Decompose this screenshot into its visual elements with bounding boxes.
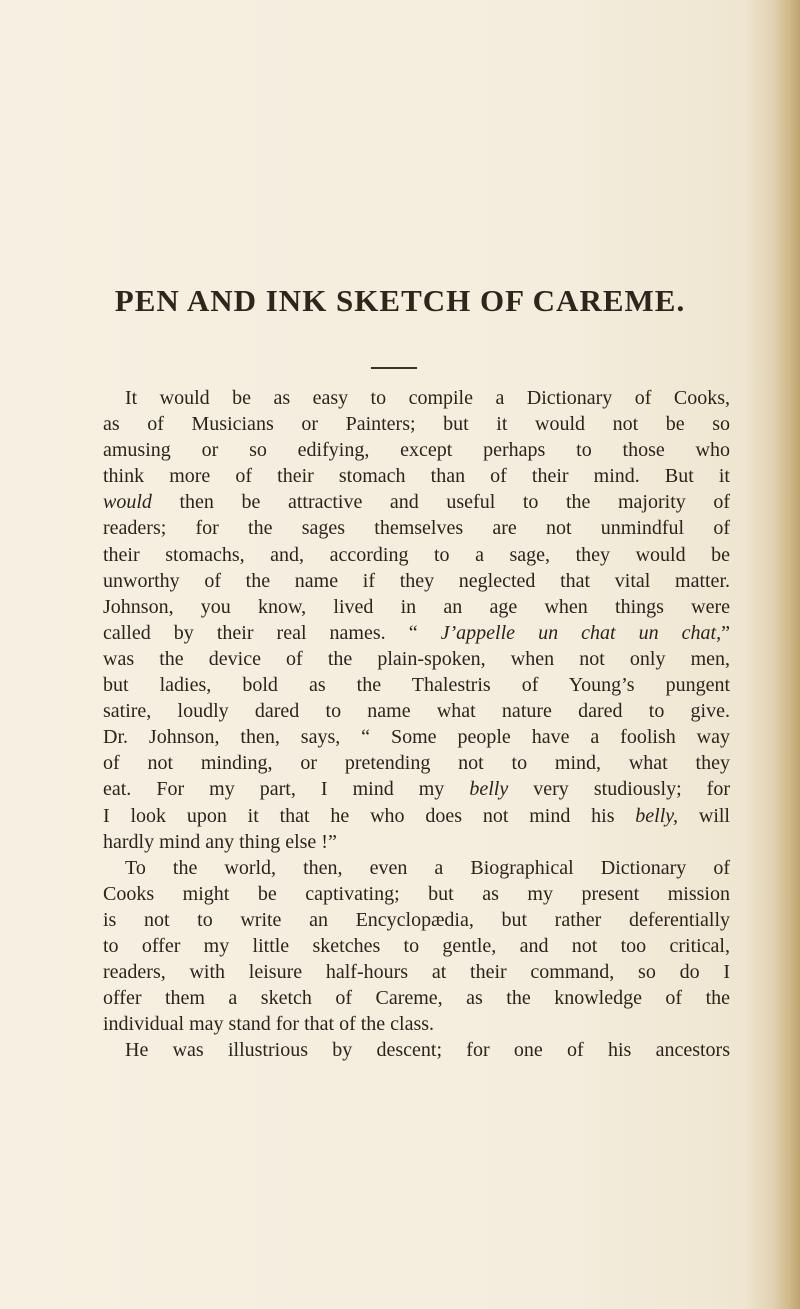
- text-line: [103, 1011, 730, 1037]
- text-line: [103, 855, 730, 881]
- text-run: individual may stand for that of the class.: [103, 1013, 435, 1036]
- page-edge-shadow: [774, 0, 800, 1309]
- text-run: very studiously; for: [508, 778, 731, 801]
- text-run: To the world, then, even a Biographical Dictionary of: [125, 856, 730, 879]
- text-line: [103, 437, 730, 463]
- text-run: ”: [721, 621, 730, 644]
- text-line: [103, 985, 730, 1011]
- text-line: [103, 411, 730, 437]
- text-line: [103, 385, 730, 411]
- text-line: [103, 646, 730, 672]
- italic-text: belly,: [635, 804, 679, 827]
- text-run: to offer my little sketches to gentle, and not too critical,: [103, 934, 730, 957]
- text-line: [103, 568, 730, 594]
- text-run: offer them a sketch of Careme, as the knowledge of the: [103, 987, 730, 1010]
- text-run: will: [678, 804, 730, 827]
- text-run: is not to write an Encyclopædia, but rather deferentially: [103, 908, 730, 931]
- text-run: think more of their stomach than of their mind. But it: [103, 465, 730, 488]
- text-line: [103, 620, 730, 646]
- body-text: [103, 385, 730, 1063]
- text-line: [103, 829, 730, 855]
- text-line: [103, 542, 730, 568]
- text-run: It would be as easy to compile a Dictionary of Cooks,: [125, 387, 730, 409]
- text-run: was the device of the plain-spoken, when not only men,: [103, 647, 730, 670]
- text-line: [103, 463, 730, 489]
- text-run: I look upon it that he who does not mind his: [103, 804, 636, 827]
- text-line: [103, 594, 730, 620]
- italic-text: belly: [469, 778, 509, 801]
- text-run: He was illustrious by descent; for one of his ancestors: [125, 1039, 730, 1062]
- text-line: [103, 1037, 730, 1063]
- title-rule-divider: [371, 367, 417, 369]
- text-line: [103, 907, 730, 933]
- text-run: readers; for the sages themselves are not unmindful of: [103, 517, 730, 540]
- text-run: Johnson, you know, lived in an age when things were: [103, 595, 730, 618]
- text-run: satire, loudly dared to name what nature dared to give.: [103, 700, 730, 723]
- text-run: then be attractive and useful to the majority of: [151, 491, 730, 514]
- text-run: as of Musicians or Painters; but it would not be so: [103, 413, 730, 436]
- text-run: Dr. Johnson, then, says, “ Some people have a foolish way: [103, 726, 730, 749]
- text-run: readers, with leisure half-hours at their command, so do I: [103, 961, 730, 984]
- text-line: [103, 698, 730, 724]
- text-run: hardly mind any thing else !”: [103, 830, 337, 853]
- text-line: [103, 803, 730, 829]
- text-line: [103, 724, 730, 750]
- text-run: their stomachs, and, according to a sage, they would be: [103, 543, 730, 566]
- text-run: eat. For my part, I mind my: [103, 778, 470, 801]
- text-line: [103, 515, 730, 541]
- text-run: Cooks might be captivating; but as my present mission: [103, 882, 730, 905]
- text-run: amusing or so edifying, except perhaps to those who: [103, 439, 730, 462]
- text-run: called by their real names. “: [103, 621, 441, 644]
- text-run: but ladies, bold as the Thalestris of Young’s pungent: [103, 674, 730, 697]
- text-run: of not minding, or pretending not to mind, what they: [103, 752, 730, 775]
- italic-text: J’appelle un chat un chat,: [440, 621, 722, 644]
- text-line: [103, 776, 730, 802]
- italic-text: would: [103, 491, 152, 514]
- text-line: [103, 933, 730, 959]
- chapter-title: PEN AND INK SKETCH OF CAREME.: [114, 283, 686, 318]
- text-line: [103, 881, 730, 907]
- text-line: [103, 489, 730, 515]
- text-run: unworthy of the name if they neglected that vital matter.: [103, 569, 730, 592]
- text-line: [103, 959, 730, 985]
- text-line: [103, 750, 730, 776]
- text-line: [103, 672, 730, 698]
